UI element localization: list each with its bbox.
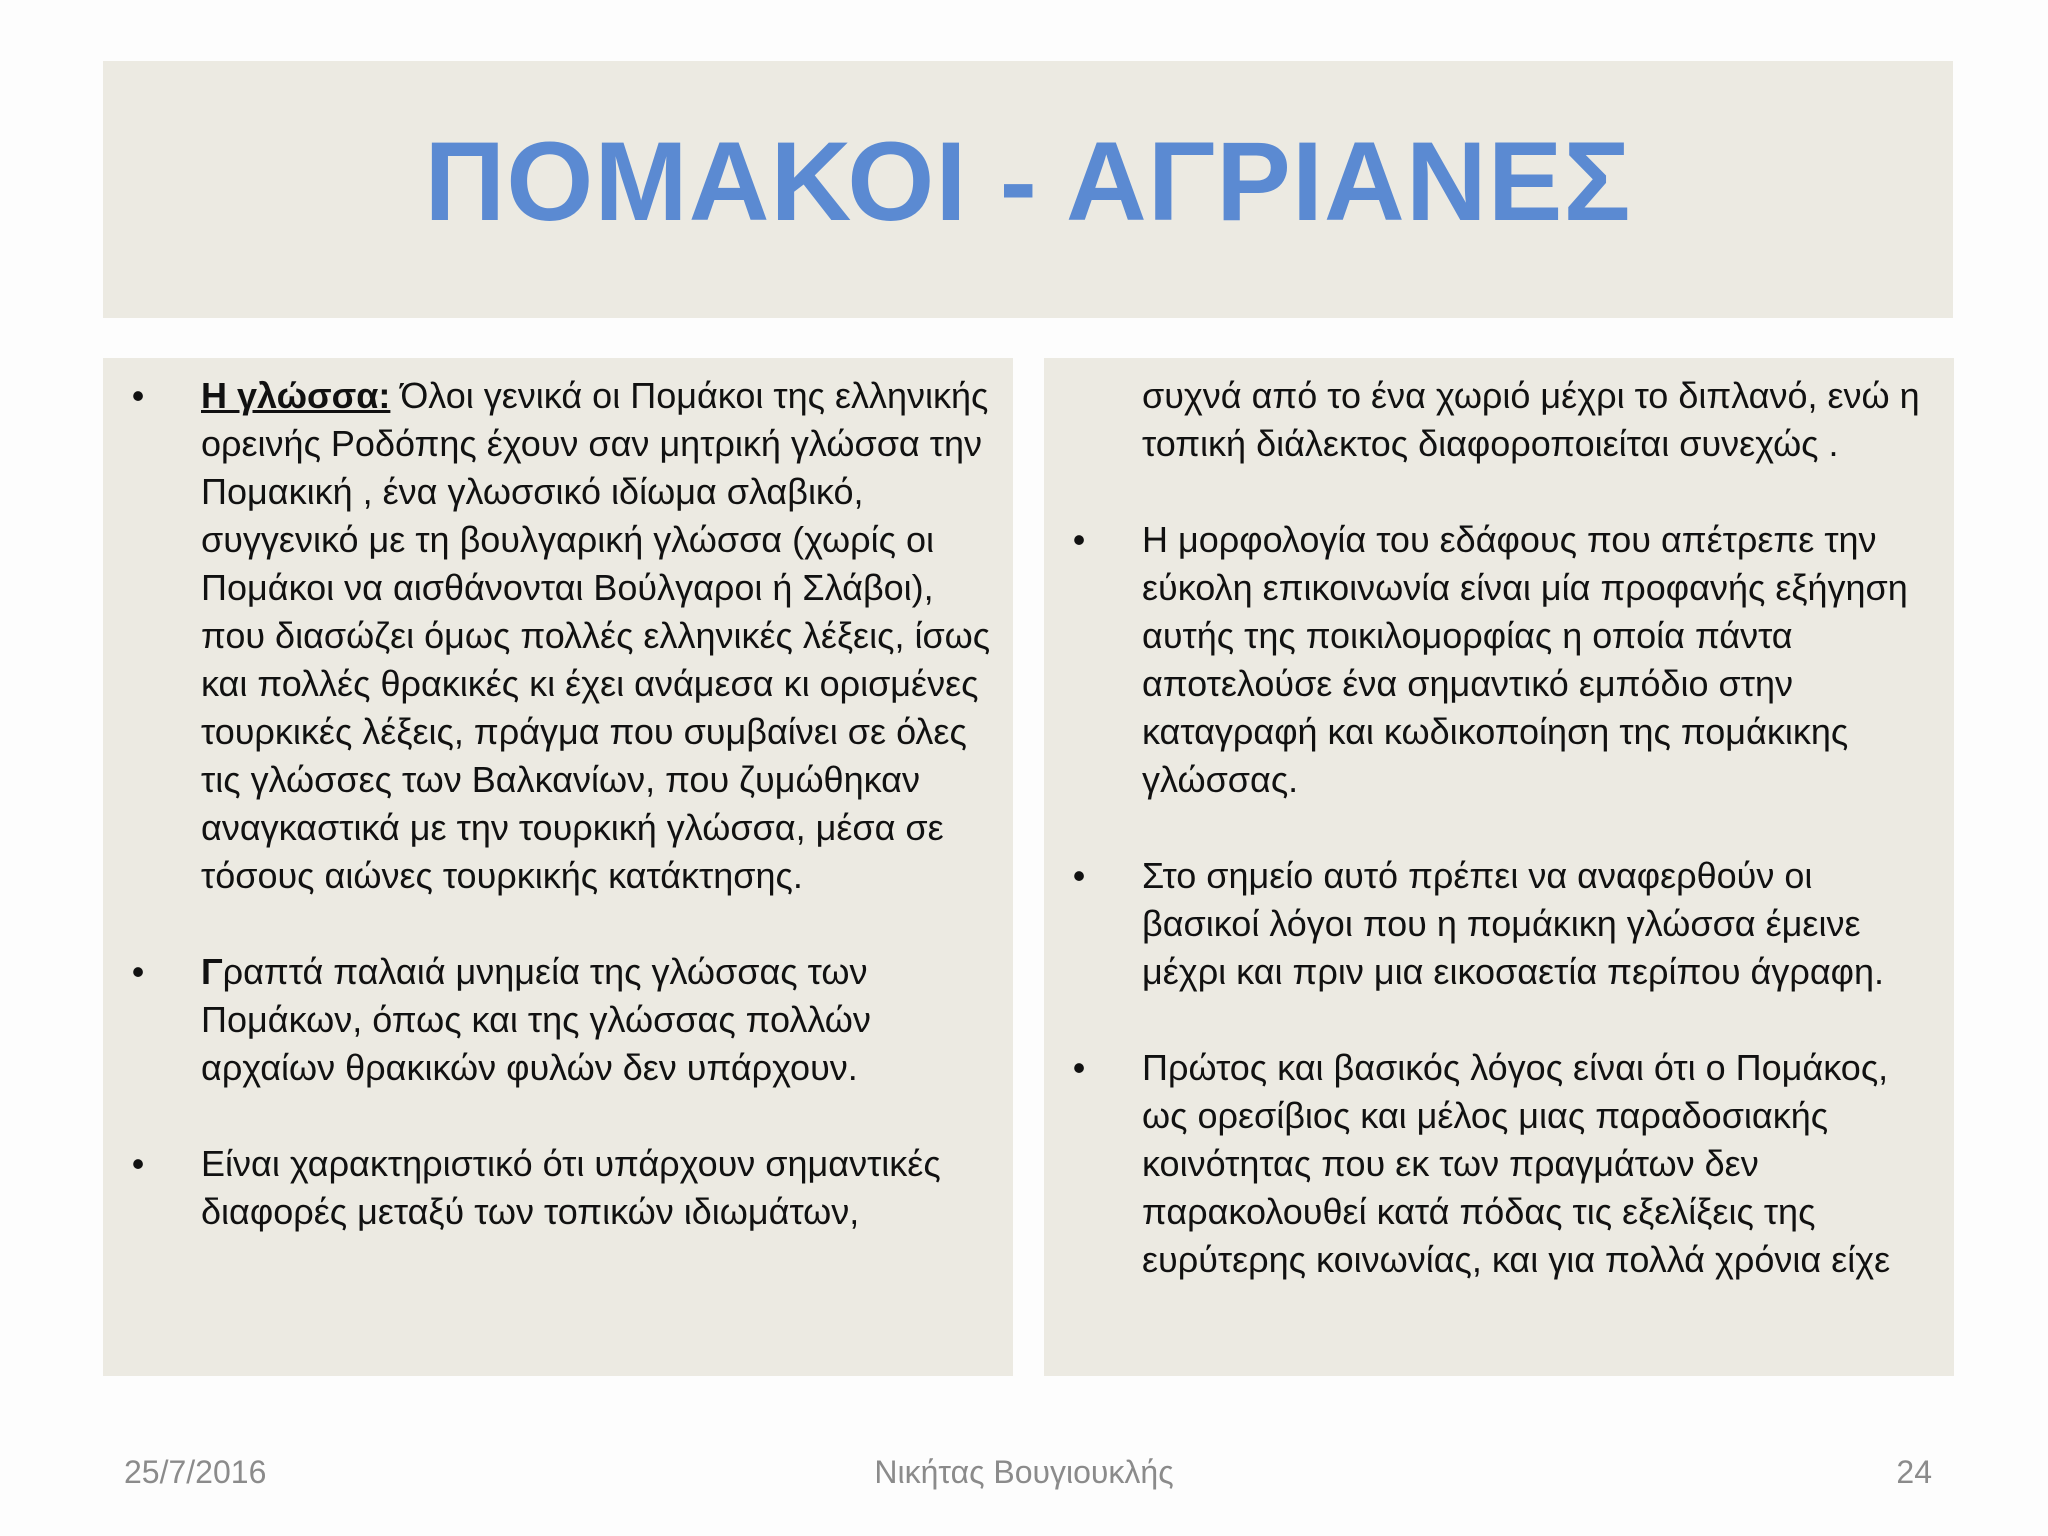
continuation-text: συχνά από το ένα χωριό μέχρι το διπλανό, ενώ η τοπική διάλεκτος διαφοροποιείται συνεχώς . [1142,375,1920,464]
bullet-text: Η μορφολογία του εδάφους που απέτρεπε την εύκολη επικοινωνία είναι μία προφανής εξήγηση αυτής της ποικιλομορφίας η οποία πάντα αποτελούσε ένα σημαντικό εμπόδιο στην καταγραφή και κωδικοποίηση της πομάκικης γλώσσας. [1142,519,1908,800]
footer-date: 25/7/2016 [124,1454,267,1490]
bullet-item-language [103,372,1013,900]
bullet-item-reasons [1044,852,1954,996]
bullet-icon: • [131,951,145,992]
left-bullet-list [103,372,1013,1284]
bullet-label: Η γλώσσα: [201,375,391,416]
bullet-icon: • [1072,519,1086,560]
continuation-paragraph [1044,372,1954,468]
slide-title: ΠΟΜΑΚΟΙ - ΑΓΡΙΑΝΕΣ [424,118,1632,244]
bullet-text: Είναι χαρακτηριστικό ότι υπάρχουν σημαντικές διαφορές μεταξύ των τοπικών ιδιωμάτων, [201,1143,941,1232]
right-bullet-list [1044,372,1954,1332]
bullet-icon: • [131,375,145,416]
bullet-item-dialects [103,1140,1013,1236]
title-banner [103,61,1953,318]
bullet-item-terrain [1044,516,1954,804]
left-text-panel [103,358,1013,1376]
right-text-panel [1044,358,1954,1376]
bullet-icon: • [1072,1047,1086,1088]
bullet-item-first-reason [1044,1044,1954,1284]
bullet-lead-letter: Γ [201,951,223,992]
bullet-text: Στο σημείο αυτό πρέπει να αναφερθούν οι βασικοί λόγοι που η πομάκικη γλώσσα έμεινε μέχρι και πριν μια εικοσαετία περίπου άγραφη. [1142,855,1885,992]
bullet-text: ραπτά παλαιά μνημεία της γλώσσας των Πομάκων, όπως και της γλώσσας πολλών αρχαίων θρακικών φυλών δεν υπάρχουν. [201,951,871,1088]
footer-page-number: 24 [1896,1454,1932,1490]
footer-author: Νικήτας Βουγιουκλής [874,1454,1174,1490]
bullet-text: Όλοι γενικά οι Πομάκοι της ελληνικής ορεινής Ροδόπης έχουν σαν μητρική γλώσσα την Πομακική , ένα γλωσσικό ιδίωμα σλαβικό, συγγενικό με τη βουλγαρική γλώσσα (χωρίς οι Πομάκοι να αισθάνονται Βούλγαροι ή Σλάβοι), που διασώζει όμως πολλές ελληνικές λέξεις, ίσως και πολλές θρακικές κι έχει ανάμεσα κι ορισμένες τουρκικές λέξεις, πράγμα που συμβαίνει σε όλες τις γλώσσες των Βαλκανίων, που ζυμώθηκαν αναγκαστικά με την τουρκική γλώσσα, μέσα σε τόσους αιώνες τουρκικής κατάκτησης. [201,375,991,896]
bullet-text: Πρώτος και βασικός λόγος είναι ότι ο Πομάκος, ως ορεσίβιος και μέλος μιας παραδοσιακής κοινότητας που εκ των πραγμάτων δεν παρακολουθεί κατά πόδας τις εξελίξεις της ευρύτερης κοινωνίας, και για πολλά χρόνια είχε [1142,1047,1891,1280]
bullet-item-monuments [103,948,1013,1092]
bullet-icon: • [1072,855,1086,896]
bullet-icon: • [131,1143,145,1184]
